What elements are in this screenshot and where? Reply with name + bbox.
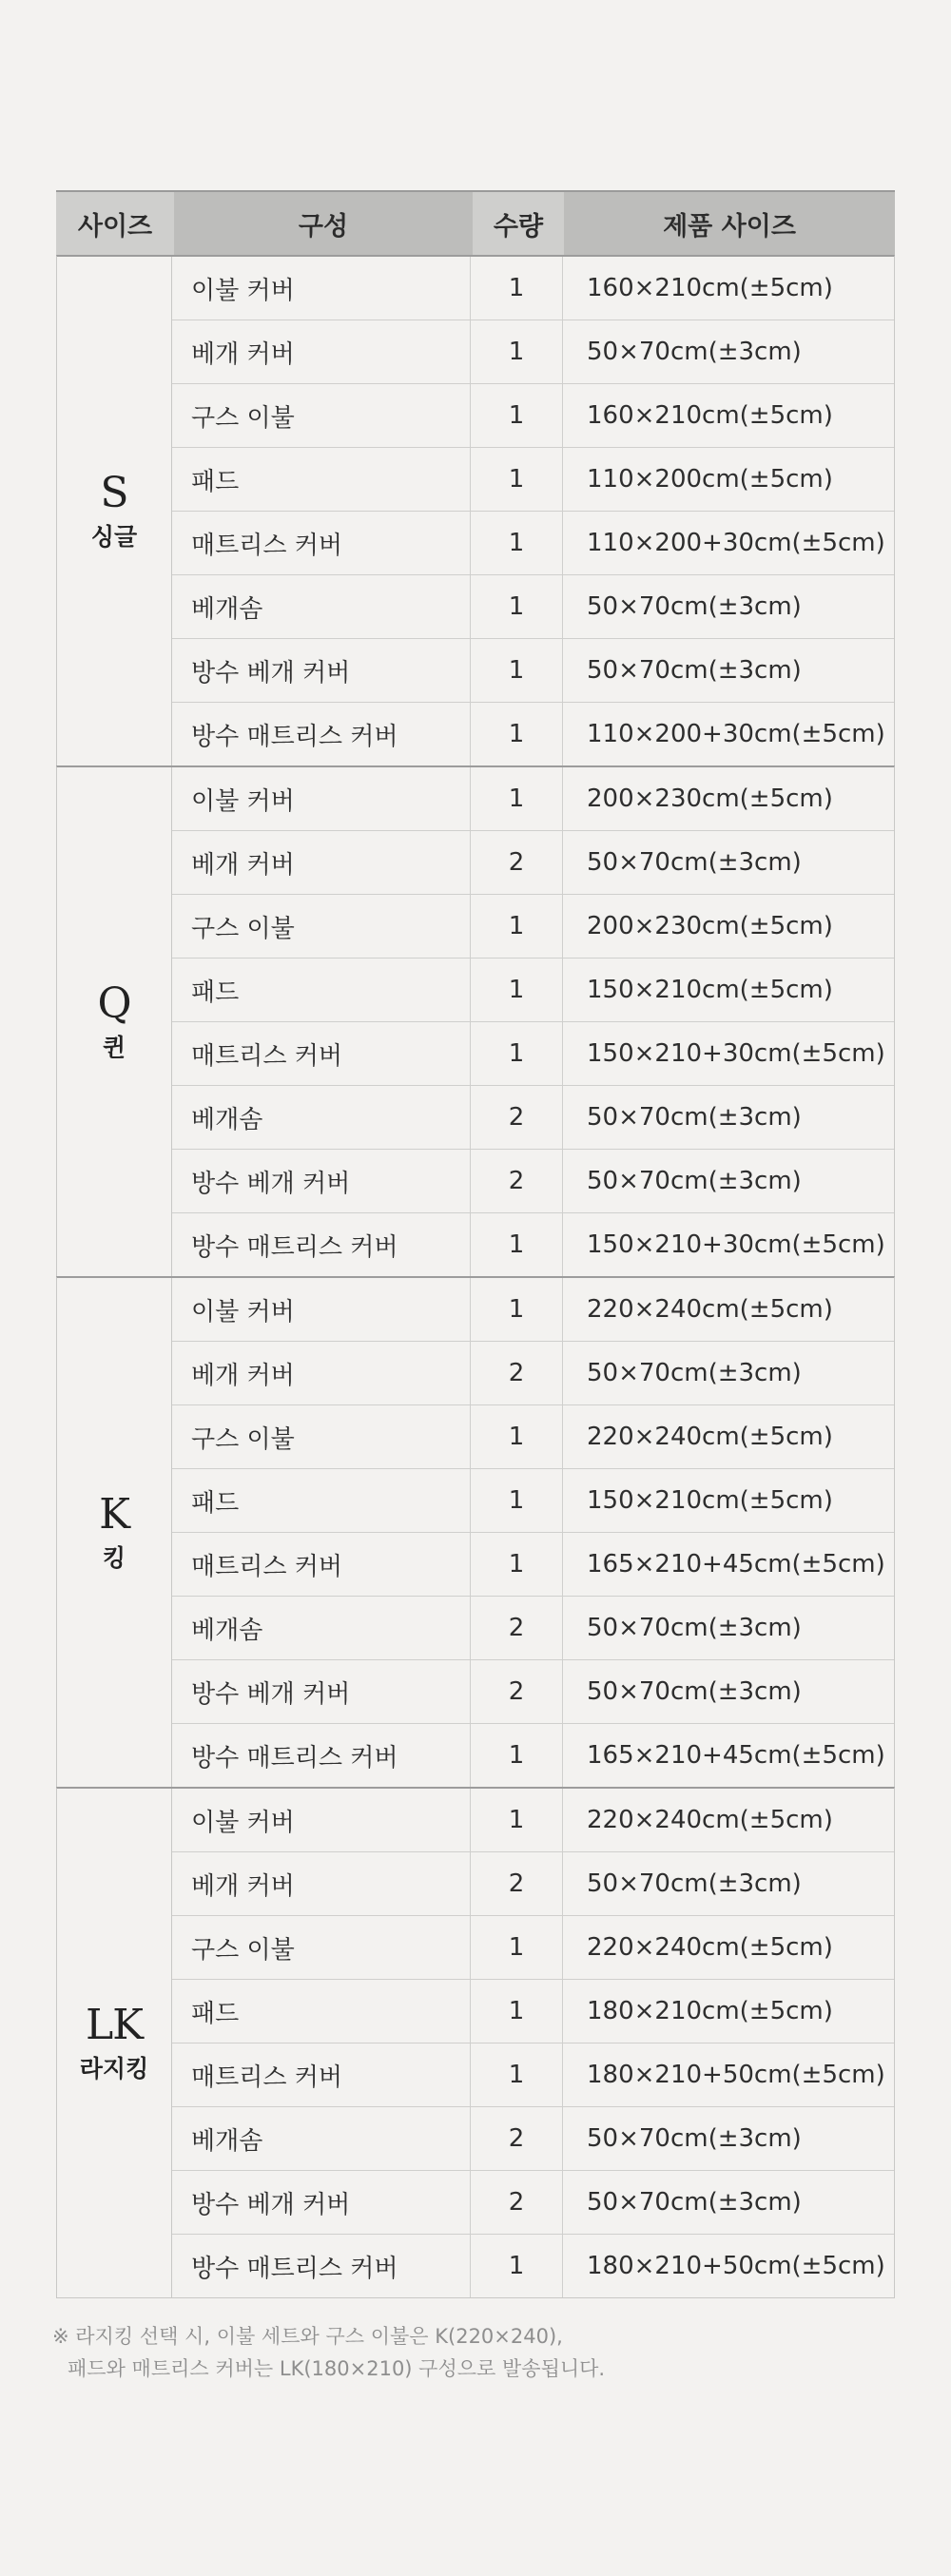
item-name: 베개솜 (172, 1086, 471, 1149)
size-label-cell (57, 767, 172, 1276)
header-product-size: 제품 사이즈 (564, 192, 895, 255)
item-quantity: 1 (471, 1916, 563, 1979)
table-body (56, 255, 895, 2298)
size-group-s (56, 255, 895, 765)
footnote-line-2: 패드와 매트리스 커버는 LK(180×210) 구성으로 발송됩니다. (68, 2357, 606, 2380)
item-name: 이불 커버 (172, 767, 471, 830)
size-code: K (99, 1489, 129, 1539)
item-size: 50×70cm(±3cm) (587, 848, 802, 877)
item-quantity: 2 (471, 1342, 563, 1404)
item-size: 50×70cm(±3cm) (587, 338, 802, 366)
item-name: 패드 (172, 959, 471, 1021)
table-row (172, 1404, 894, 1468)
size-composition-table (56, 190, 895, 2298)
item-size: 50×70cm(±3cm) (587, 1869, 802, 1898)
item-quantity: 1 (471, 895, 563, 958)
item-quantity: 1 (471, 2043, 563, 2106)
item-quantity: 2 (471, 1150, 563, 1212)
item-name: 베개솜 (172, 575, 471, 638)
table-row (172, 1789, 894, 1851)
item-size: 50×70cm(±3cm) (587, 592, 802, 621)
item-size: 150×210+30cm(±5cm) (587, 1230, 885, 1259)
item-quantity: 1 (471, 448, 563, 511)
item-quantity: 2 (471, 1086, 563, 1149)
item-name: 매트리스 커버 (172, 1022, 471, 1085)
table-row (172, 320, 894, 383)
table-row (172, 1596, 894, 1659)
table-row (172, 1723, 894, 1787)
item-name: 구스 이불 (172, 384, 471, 447)
item-name: 이불 커버 (172, 1278, 471, 1341)
item-name: 매트리스 커버 (172, 512, 471, 574)
table-row (172, 1532, 894, 1596)
item-size: 150×210cm(±5cm) (587, 976, 833, 1004)
size-code: Q (97, 978, 131, 1028)
item-size: 150×210cm(±5cm) (587, 1486, 833, 1515)
size-name: 킹 (102, 1543, 126, 1572)
table-row (172, 958, 894, 1021)
table-row (172, 1085, 894, 1149)
header-quantity: 수량 (473, 192, 564, 255)
item-name: 방수 매트리스 커버 (172, 1213, 471, 1276)
item-size: 50×70cm(±3cm) (587, 1359, 802, 1387)
item-size: 165×210+45cm(±5cm) (587, 1741, 885, 1770)
item-size: 50×70cm(±3cm) (587, 1614, 802, 1642)
table-row (172, 2106, 894, 2170)
item-name: 구스 이불 (172, 1405, 471, 1468)
table-row (172, 1341, 894, 1404)
item-quantity: 1 (471, 767, 563, 830)
item-size: 50×70cm(±3cm) (587, 2188, 802, 2217)
table-row (172, 1149, 894, 1212)
item-name: 패드 (172, 448, 471, 511)
item-size: 150×210+30cm(±5cm) (587, 1039, 885, 1068)
item-quantity: 1 (471, 2235, 563, 2297)
size-name: 퀸 (102, 1033, 126, 1061)
item-name: 패드 (172, 1469, 471, 1532)
group-rows (172, 767, 894, 1276)
table-row (172, 383, 894, 447)
item-quantity: 2 (471, 831, 563, 894)
item-quantity: 2 (471, 1852, 563, 1915)
item-quantity: 1 (471, 1724, 563, 1787)
size-label-cell (57, 1789, 172, 2297)
item-quantity: 1 (471, 512, 563, 574)
table-row (172, 2170, 894, 2234)
table-row (172, 511, 894, 574)
group-rows (172, 1789, 894, 2297)
item-name: 방수 베개 커버 (172, 2171, 471, 2234)
item-name: 패드 (172, 1980, 471, 2043)
item-quantity: 1 (471, 1405, 563, 1468)
table-row (172, 1278, 894, 1341)
table-row (172, 1915, 894, 1979)
table-row (172, 830, 894, 894)
size-code: LK (85, 2000, 144, 2049)
size-name: 라지킹 (79, 2054, 149, 2082)
table-row (172, 1659, 894, 1723)
item-size: 50×70cm(±3cm) (587, 2124, 802, 2153)
size-code: S (100, 468, 128, 517)
item-size: 220×240cm(±5cm) (587, 1806, 833, 1834)
item-quantity: 1 (471, 1469, 563, 1532)
size-group-q (56, 765, 895, 1276)
table-row (172, 2234, 894, 2297)
item-name: 방수 매트리스 커버 (172, 1724, 471, 1787)
item-size: 50×70cm(±3cm) (587, 1103, 802, 1132)
item-name: 방수 베개 커버 (172, 639, 471, 702)
item-size: 160×210cm(±5cm) (587, 274, 833, 302)
item-name: 방수 매트리스 커버 (172, 703, 471, 765)
item-quantity: 1 (471, 639, 563, 702)
item-quantity: 1 (471, 1533, 563, 1596)
item-name: 매트리스 커버 (172, 2043, 471, 2106)
item-name: 베개 커버 (172, 1852, 471, 1915)
item-size: 110×200+30cm(±5cm) (587, 529, 885, 557)
item-name: 방수 베개 커버 (172, 1660, 471, 1723)
item-name: 이불 커버 (172, 257, 471, 320)
group-rows (172, 257, 894, 765)
item-quantity: 2 (471, 1660, 563, 1723)
item-quantity: 1 (471, 703, 563, 765)
table-row (172, 894, 894, 958)
item-name: 베개솜 (172, 1597, 471, 1659)
table-row (172, 1979, 894, 2043)
item-quantity: 1 (471, 1022, 563, 1085)
item-quantity: 1 (471, 1980, 563, 2043)
item-size: 160×210cm(±5cm) (587, 401, 833, 430)
item-quantity: 2 (471, 2171, 563, 2234)
size-group-lk (56, 1787, 895, 2298)
table-row (172, 1468, 894, 1532)
item-name: 베개 커버 (172, 320, 471, 383)
item-size: 180×210+50cm(±5cm) (587, 2252, 885, 2280)
item-quantity: 1 (471, 1789, 563, 1851)
item-name: 베개솜 (172, 2107, 471, 2170)
item-name: 매트리스 커버 (172, 1533, 471, 1596)
table-row (172, 257, 894, 320)
item-quantity: 2 (471, 2107, 563, 2170)
group-rows (172, 1278, 894, 1787)
table-row (172, 1212, 894, 1276)
item-name: 구스 이불 (172, 895, 471, 958)
item-size: 50×70cm(±3cm) (587, 656, 802, 685)
item-name: 베개 커버 (172, 831, 471, 894)
item-size: 50×70cm(±3cm) (587, 1167, 802, 1195)
item-size: 165×210+45cm(±5cm) (587, 1550, 885, 1579)
item-size: 50×70cm(±3cm) (587, 1677, 802, 1706)
item-size: 220×240cm(±5cm) (587, 1423, 833, 1451)
table-row (172, 1851, 894, 1915)
item-size: 180×210cm(±5cm) (587, 1997, 833, 2025)
header-size: 사이즈 (56, 192, 174, 255)
footnote-line-1: ※ 라지킹 선택 시, 이불 세트와 구스 이불은 K(220×240), (52, 2325, 563, 2348)
item-name: 베개 커버 (172, 1342, 471, 1404)
size-name: 싱글 (90, 522, 138, 551)
table-row (172, 447, 894, 511)
item-quantity: 2 (471, 1597, 563, 1659)
item-quantity: 1 (471, 1213, 563, 1276)
item-size: 220×240cm(±5cm) (587, 1295, 833, 1324)
size-group-k (56, 1276, 895, 1787)
item-quantity: 1 (471, 320, 563, 383)
table-row (172, 2043, 894, 2106)
header-composition: 구성 (174, 192, 473, 255)
item-name: 이불 커버 (172, 1789, 471, 1851)
footnote (52, 2320, 605, 2385)
table-row (172, 702, 894, 765)
size-label-cell (57, 1278, 172, 1787)
item-size: 180×210+50cm(±5cm) (587, 2061, 885, 2089)
table-header (56, 192, 895, 255)
item-name: 방수 베개 커버 (172, 1150, 471, 1212)
table-row (172, 574, 894, 638)
table-row (172, 638, 894, 702)
table-row (172, 767, 894, 830)
item-quantity: 1 (471, 575, 563, 638)
table-row (172, 1021, 894, 1085)
item-size: 220×240cm(±5cm) (587, 1933, 833, 1962)
item-quantity: 1 (471, 257, 563, 320)
item-size: 110×200+30cm(±5cm) (587, 720, 885, 748)
item-size: 110×200cm(±5cm) (587, 465, 833, 494)
size-label-cell (57, 257, 172, 765)
item-size: 200×230cm(±5cm) (587, 784, 833, 813)
item-quantity: 1 (471, 384, 563, 447)
item-quantity: 1 (471, 959, 563, 1021)
item-quantity: 1 (471, 1278, 563, 1341)
item-size: 200×230cm(±5cm) (587, 912, 833, 940)
item-name: 구스 이불 (172, 1916, 471, 1979)
item-name: 방수 매트리스 커버 (172, 2235, 471, 2297)
